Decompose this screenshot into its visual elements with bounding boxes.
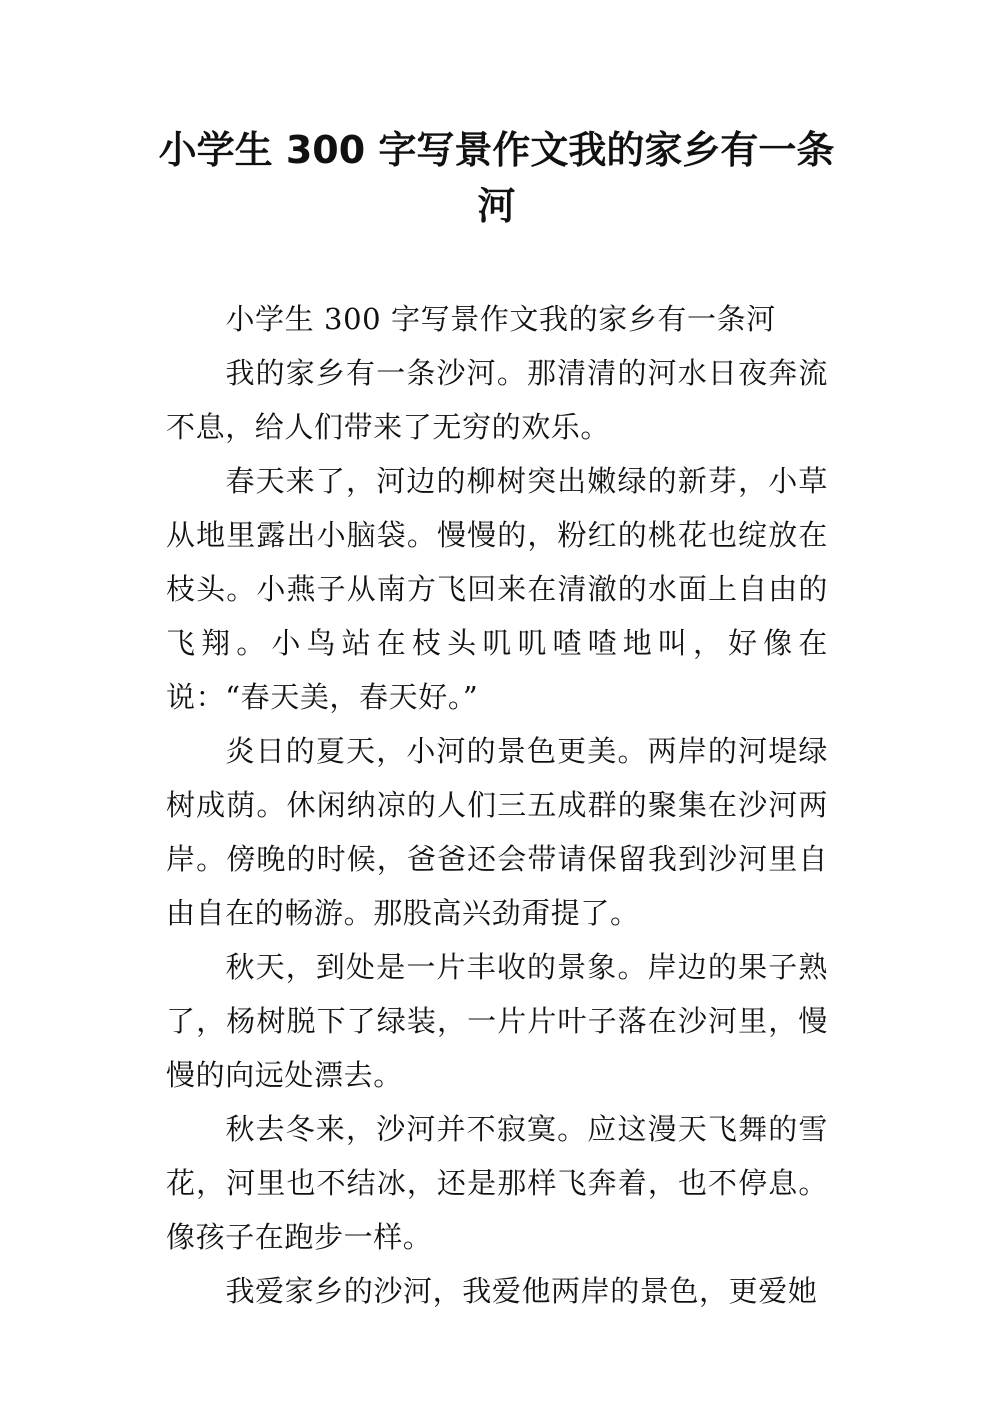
paragraph-autumn: 秋天，到处是一片丰收的景象。岸边的果子熟了，杨树脱下了绿装，一片片叶子落在沙河里，慢慢的向远处漂去。 [166, 950, 828, 1092]
paragraph-intro: 我的家乡有一条沙河。那清清的河水日夜奔流不息，给人们带来了无穷的欢乐。 [166, 356, 828, 444]
paragraph-summer: 炎日的夏天，小河的景色更美。两岸的河堤绿树成荫。休闲纳凉的人们三五成群的聚集在沙河两岸。傍晚的时候，爸爸还会带请保留我到沙河里自由自在的畅游。那股高兴劲甭提了。 [166, 734, 828, 930]
paragraph-spring: 春天来了，河边的柳树突出嫩绿的新芽，小草从地里露出小脑袋。慢慢的，粉红的桃花也绽放在枝头。小燕子从南方飞回来在清澈的水面上自由的飞翔。小鸟站在枝头叽叽喳喳地叫，好像在说：“春天美，春天好。” [166, 464, 828, 714]
paragraph-winter: 秋去冬来，沙河并不寂寞。应这漫天飞舞的雪花，河里也不结冰，还是那样飞奔着，也不停息。像孩子在跑步一样。 [166, 1112, 828, 1254]
paragraph-heading-repeat: 小学生 300 字写景作文我的家乡有一条河 [225, 302, 776, 336]
document-title: 小学生 300 字写景作文我的家乡有一条河 [158, 128, 835, 228]
document-body [166, 292, 828, 1318]
paragraph-conclusion: 我爱家乡的沙河，我爱他两岸的景色，更爱她 [225, 1274, 818, 1308]
